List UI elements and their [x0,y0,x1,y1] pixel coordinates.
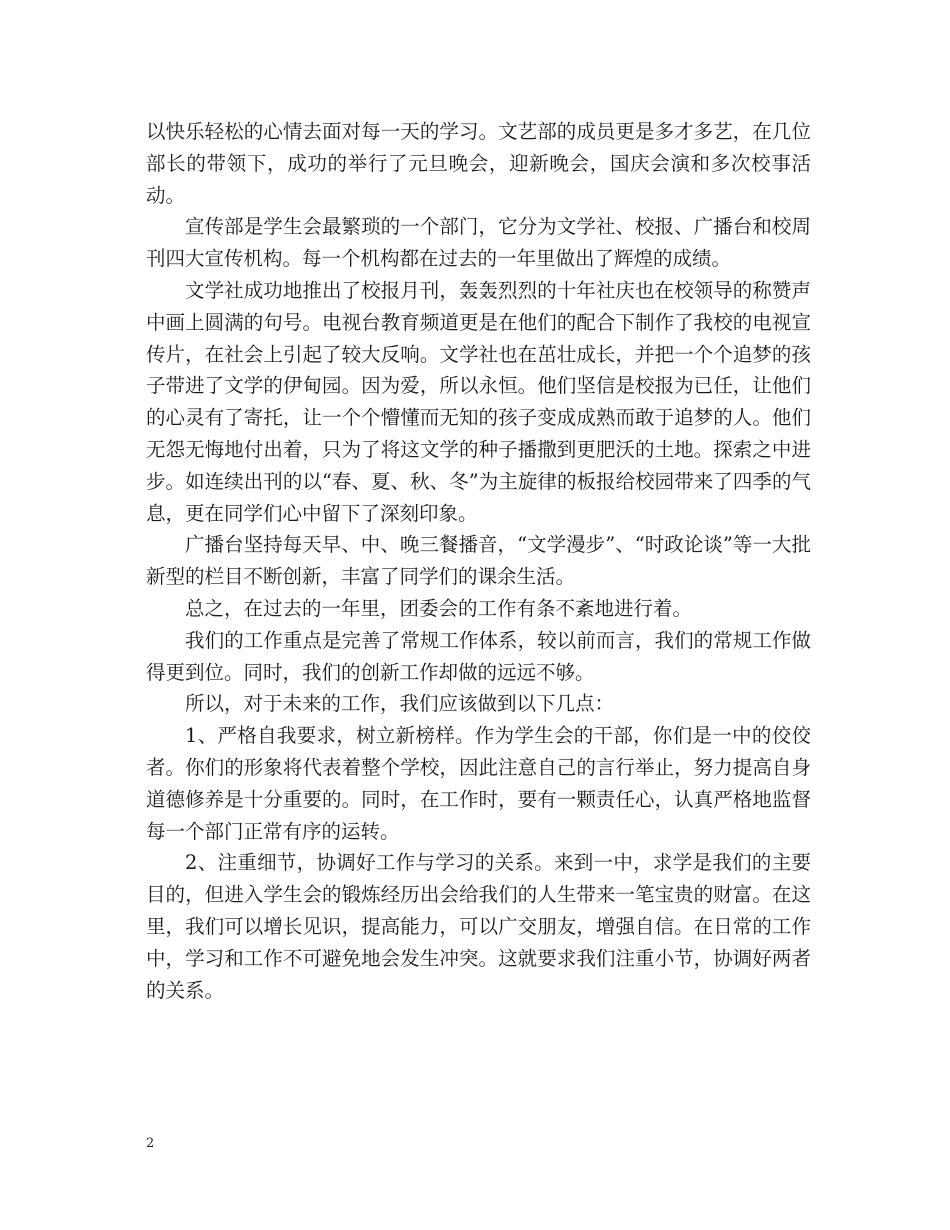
paragraph-3: 文学社成功地推出了校报月刊，轰轰烈烈的十年社庆也在校领导的称赞声中画上圆满的句号。电视台教育频道更是在他们的配合下制作了我校的电视宣传片，在社会上引起了较大反响。文学社也在茁壮成长，并把一个个追梦的孩子带进了文学的伊甸园。因为爱，所以永恒。他们坚信是校报为已任，让他们的心灵有了寄托，让一个个懵懂而无知的孩子变成成熟而敢于追梦的人。他们无怨无悔地付出着，只为了将这文学的种子播撒到更肥沃的土地。探索之中进步。如连续出刊的以“春、夏、秋、冬”为主旋律的板报给校园带来了四季的气息，更在同学们心中留下了深刻印象。 [146,278,811,525]
paragraph-4: 广播台坚持每天早、中、晚三餐播音，“文学漫步”、“时政论谈”等一大批新型的栏目不断创新，丰富了同学们的课余生活。 [146,533,811,589]
paragraph-8: 1、严格自我要求，树立新榜样。作为学生会的干部，你们是一中的佼佼者。你们的形象将代表着整个学校，因此注意自己的言行举止，努力提高自身道德修养是十分重要的。同时，在工作时，要有一颗责任心，认真严格地监督每一个部门正常有序的运转。 [146,724,811,843]
paragraph-9: 2、注重细节，协调好工作与学习的关系。来到一中，求学是我们的主要目的，但进入学生会的锻炼经历出会给我们的人生带来一笔宝贵的财富。在这里，我们可以增长见识，提高能力，可以广交朋友，增强自信。在日常的工作中，学习和工作不可避免地会发生冲突。这就要求我们注重小节，协调好两者的关系。 [146,851,811,1002]
document-body [146,116,811,1006]
paragraph-5: 总之，在过去的一年里，团委会的工作有条不紊地进行着。 [185,596,693,620]
paragraph-2: 宣传部是学生会最繁琐的一个部门，它分为文学社、校报、广播台和校周刊四大宣传机构。每一个机构都在过去的一年里做出了辉煌的成绩。 [146,215,811,271]
paragraph-7: 所以，对于未来的工作，我们应该做到以下几点： [185,692,615,716]
paragraph-6: 我们的工作重点是完善了常规工作体系，较以前而言，我们的常规工作做得更到位。同时，我们的创新工作却做的远远不够。 [146,628,811,684]
paragraph-1: 以快乐轻松的心情去面对每一天的学习。文艺部的成员更是多才多艺，在几位部长的带领下，成功的举行了元旦晚会，迎新晚会，国庆会演和多次校事活动。 [146,120,811,207]
page-number: 2 [146,1136,155,1151]
